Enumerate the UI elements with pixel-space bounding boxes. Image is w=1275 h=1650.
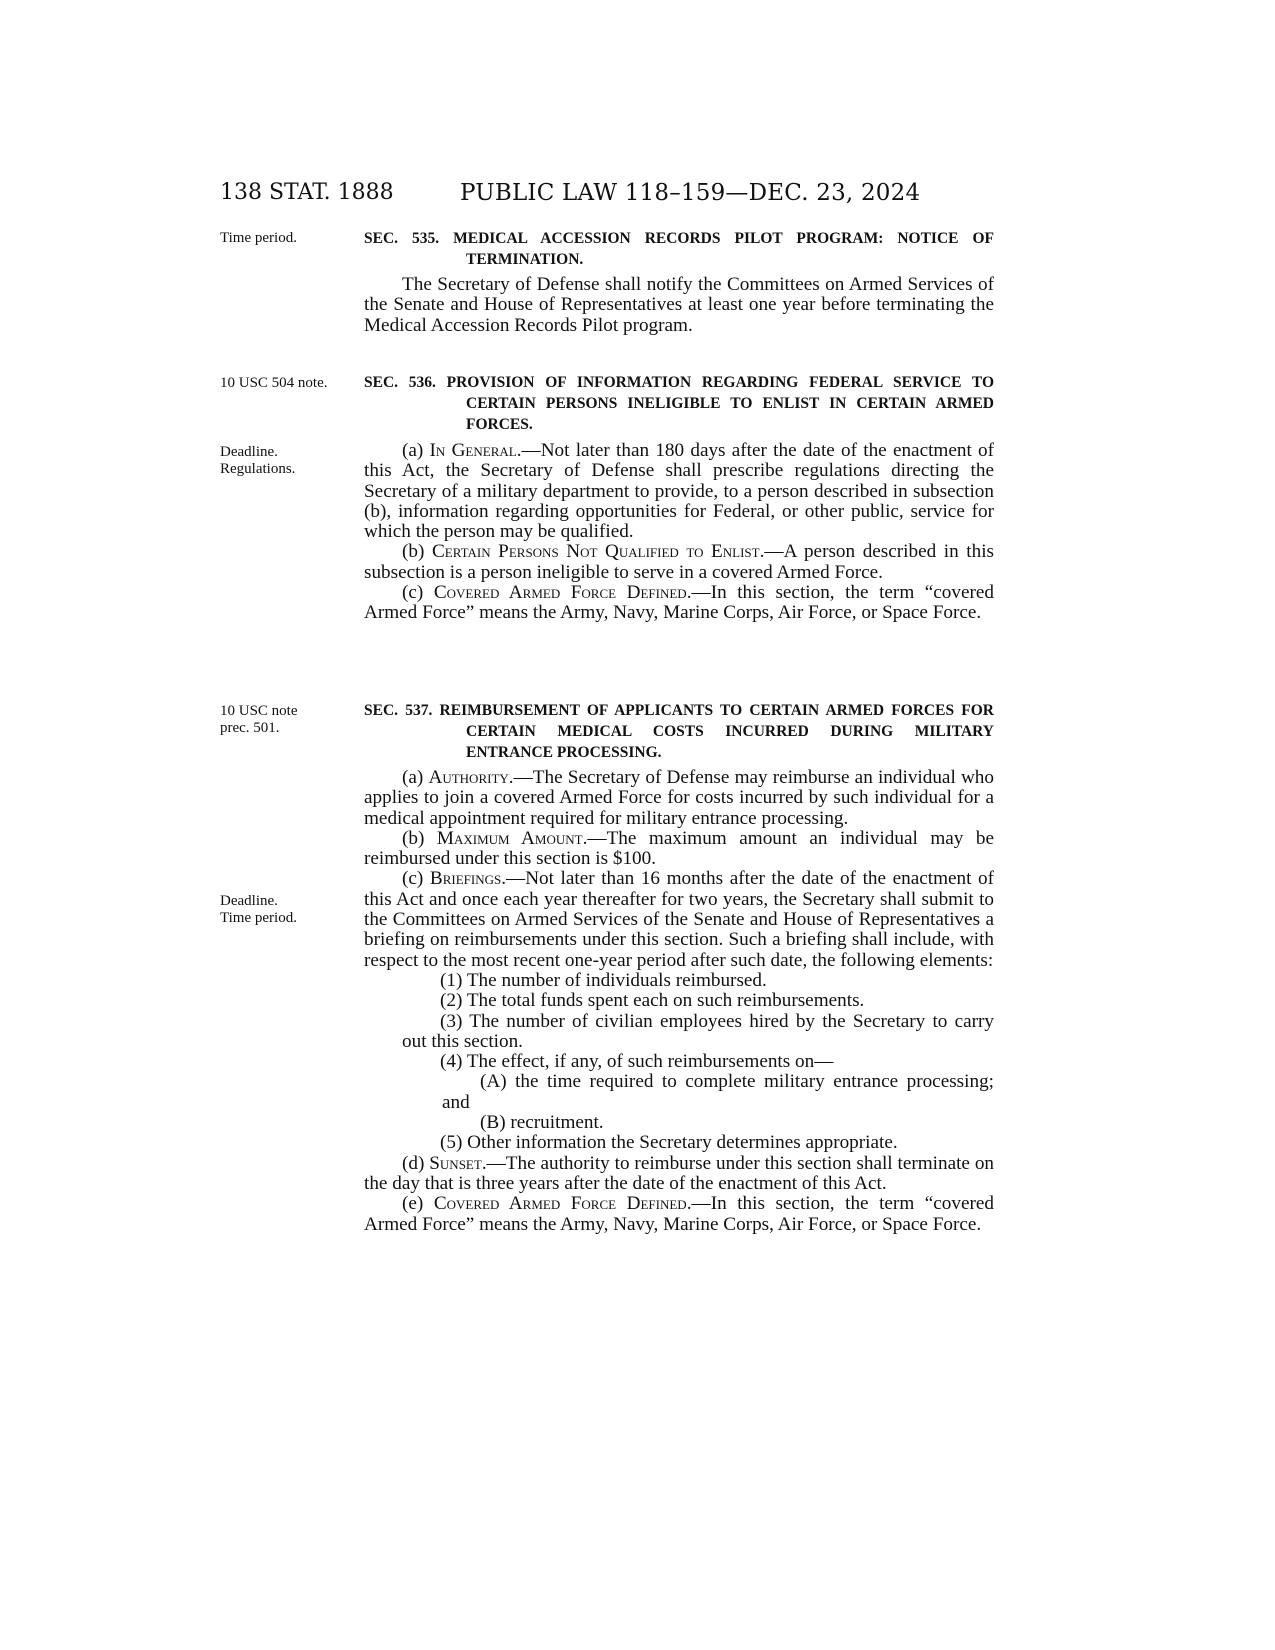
sec536-subsection-b: (b) Certain Persons Not Qualified to Enlist.—A person described in this subsection is a person ineligible to serve in a covered Armed Force. [364, 541, 995, 583]
sec537-subsection-e: (e) Covered Armed Force Defined.—In this section, the term “covered Armed Force” means the Army, Navy, Marine Corps, Air Force, or Space Force. [364, 1193, 994, 1235]
sec537-c-4-subparagraph-B: (B) recruitment. [480, 1112, 604, 1134]
margin-note-sec536a: Deadline. Regulations. [220, 444, 296, 477]
page-header [0, 180, 1275, 214]
margin-note-sec535: Time period. [220, 230, 297, 246]
margin-note-sec536: 10 USC 504 note. [220, 375, 328, 391]
sec536-body [364, 441, 994, 624]
sec537-c-paragraph-1: (1) The number of individuals reimbursed. [440, 969, 767, 991]
sec537-c-paragraph-5: (5) Other information the Secretary determines appropriate. [440, 1132, 898, 1154]
sec537-subsection-b: (b) Maximum Amount.—The maximum amount an individual may be reimbursed under this section is $100. [364, 827, 994, 870]
sec537-subsection-d: (d) Sunset.—The authority to reimburse under this section shall terminate on the day that is three years after the date of the enactment of this Act. [364, 1152, 995, 1194]
running-title: PUBLIC LAW 118–159—DEC. 23, 2024 [460, 180, 921, 206]
margin-note-sec537: 10 USC note prec. 501. [220, 703, 298, 736]
statute-page-number: 138 STAT. 1888 [220, 180, 394, 205]
sec537-heading: SEC. 537. REIMBURSEMENT OF APPLICANTS TO CERTAIN ARMED FORCES FOR CERTAIN MEDICAL COSTS INCURRED DURING MILITARY ENTRANCE PROCESSING. [364, 702, 994, 761]
sec537-body [364, 768, 994, 1235]
sec537-c-paragraph-3: (3) The number of civilian employees hired by the Secretary to carry out this section. [402, 1010, 994, 1052]
sec536-subsection-c: (c) Covered Armed Force Defined.—In this section, the term “covered Armed Force” means the Army, Navy, Marine Corps, Air Force, or Space Force. [364, 582, 994, 624]
sec537-c-4-subparagraph-A: (A) the time required to complete military entrance processing; and [442, 1071, 994, 1113]
sec536-heading: SEC. 536. PROVISION OF INFORMATION REGARDING FEDERAL SERVICE TO CERTAIN PERSONS INELIGIBLE TO ENLIST IN CERTAIN ARMED FORCES. [364, 374, 994, 433]
sec537-c-paragraph-4: (4) The effect, if any, of such reimbursements on— [440, 1051, 834, 1073]
sec535-text: The Secretary of Defense shall notify the Committees on Armed Services of the Senate and House of Representatives at least one year before terminating the Medical Accession Records Pilot program. [364, 274, 994, 336]
sec537-subsection-c: (c) Briefings.—Not later than 16 months after the date of the enactment of this Act and once each year thereafter for two years, the Secretary shall submit to the Committees on Armed Services of the Senate and House of Representatives a briefing on reimbursements under this section. Such a briefing shall include, with respect to the most recent one-year period after such date, the following elements: [364, 868, 994, 971]
sec535-heading: SEC. 535. MEDICAL ACCESSION RECORDS PILOT PROGRAM: NOTICE OF TERMINATION. [364, 230, 994, 268]
sec535-body [364, 275, 994, 336]
sec536-subsection-a: (a) In General.—Not later than 180 days after the date of the enactment of this Act, the Secretary of Defense shall prescribe regulations directing the Secretary of a military department to provide, to a person described in subsection (b), information regarding opportunities for Federal, or other public, service for which the person may be qualified. [364, 440, 995, 543]
sec537-c-paragraph-2: (2) The total funds spent each on such reimbursements. [440, 990, 865, 1012]
margin-note-sec537c: Deadline. Time period. [220, 893, 297, 926]
sec537-subsection-a: (a) Authority.—The Secretary of Defense may reimburse an individual who applies to join a covered Armed Force for costs incurred by such individual for a medical appointment required for military entrance processing. [364, 767, 994, 829]
